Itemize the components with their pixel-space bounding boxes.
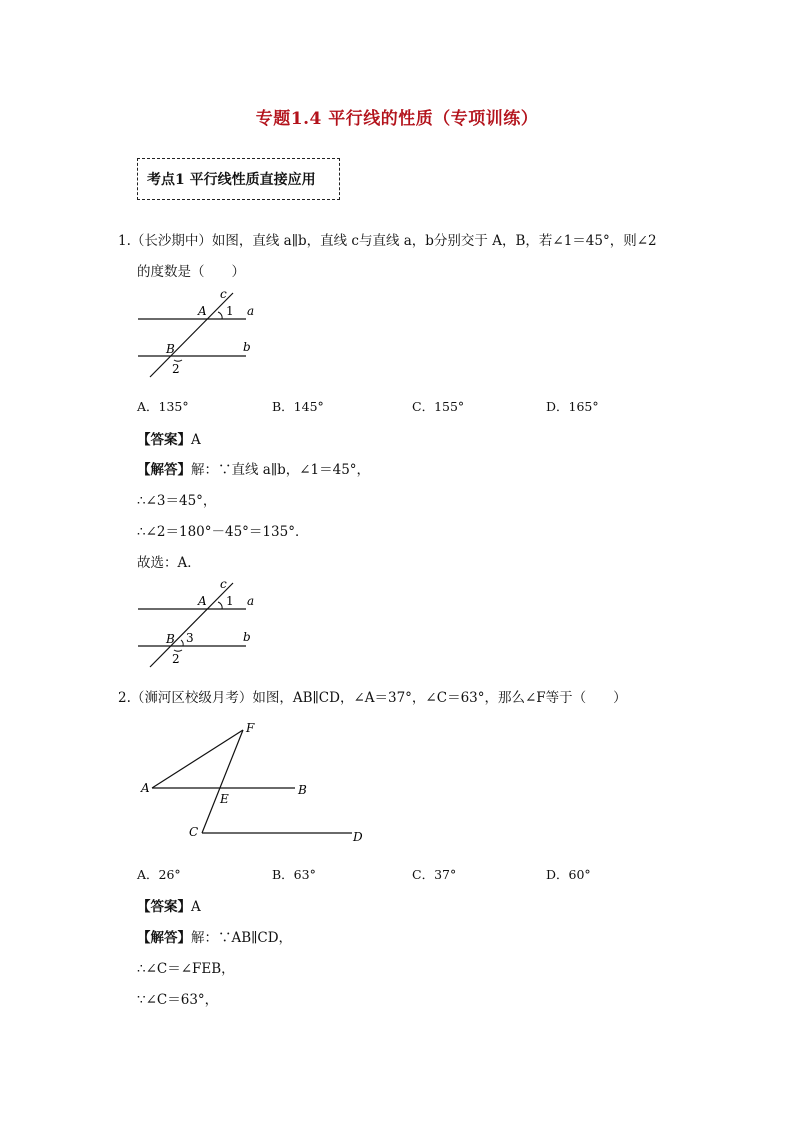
label-a: a <box>247 594 255 608</box>
label-A: A <box>198 304 207 318</box>
label-2: 2 <box>172 652 180 666</box>
q2-solution-step2: ∴∠C＝∠FEB， <box>137 961 235 977</box>
q1-solution-tag: 【解答】 <box>137 462 191 478</box>
line-c <box>150 583 233 667</box>
q2-text-line1: 2.（浉河区校级月考）如图，AB∥CD，∠A＝37°，∠C＝63°，那么∠F等于（ ） <box>118 690 627 706</box>
q1-option-a: A．135° <box>137 399 189 414</box>
q2-solution-step3: ∵∠C＝63°， <box>137 992 219 1008</box>
label-a: a <box>247 304 255 318</box>
label-A: A <box>198 594 207 608</box>
q2-option-b: B．63° <box>272 867 316 882</box>
q1-answer <box>137 428 201 448</box>
label-A: A <box>141 781 150 795</box>
q1-solution-figure <box>130 575 270 670</box>
q2-answer <box>137 895 201 915</box>
q2-figure <box>135 715 375 850</box>
q2-answer-tag: 【答案】 <box>137 899 191 915</box>
q1-solution-step1: 【解答】解：∵直线 a∥b，∠1＝45°， <box>137 462 371 478</box>
angle-1-arc <box>218 602 222 609</box>
q1-option-d: D．165° <box>546 399 599 414</box>
q1-text-line2: 的度数是（ ） <box>137 264 245 280</box>
label-F: F <box>246 721 255 735</box>
q1-answer-value: A <box>191 432 201 448</box>
q1-option-c: C．155° <box>412 399 465 414</box>
q1-text-line1: 1.（长沙期中）如图，直线 a∥b，直线 c与直线 a，b分别交于 A，B，若∠1＝45°，则∠2 <box>118 233 657 249</box>
q1-option-b: B．145° <box>272 399 324 414</box>
angle-1-arc <box>218 312 222 319</box>
label-1: 1 <box>226 594 234 608</box>
q1-solution-step2: ∴∠3＝45°， <box>137 493 217 509</box>
line-c <box>150 293 233 377</box>
label-c: c <box>220 287 227 301</box>
segment-AF <box>152 730 243 788</box>
q1-solution-step3: ∴∠2＝180°－45°＝135°． <box>137 524 309 540</box>
q2-option-c: C．37° <box>412 867 457 882</box>
section-box: 考点1 平行线性质直接应用 <box>137 158 340 200</box>
q2-answer-value: A <box>191 899 201 915</box>
label-b: b <box>243 340 251 354</box>
label-B: B <box>298 783 307 797</box>
label-2: 2 <box>172 362 180 376</box>
label-B: B <box>166 632 175 646</box>
label-b: b <box>243 630 251 644</box>
q2-option-d: D．60° <box>546 867 591 882</box>
q1-figure <box>130 285 270 380</box>
q2-solution-tag: 【解答】 <box>137 930 191 946</box>
q1-solution-step4: 故选：A． <box>137 555 201 571</box>
q2-option-a: A．26° <box>137 867 181 882</box>
line-FC <box>202 730 243 833</box>
label-1: 1 <box>226 304 234 318</box>
label-C: C <box>189 825 199 839</box>
q2-solution-step1: 【解答】解：∵AB∥CD， <box>137 930 293 946</box>
label-E: E <box>220 792 229 806</box>
label-c: c <box>220 577 227 591</box>
q1-answer-tag: 【答案】 <box>137 432 191 448</box>
page-title: 专题1.4 平行线的性质（专项训练） <box>255 109 539 129</box>
label-D: D <box>353 830 363 844</box>
label-B: B <box>166 342 175 356</box>
label-3: 3 <box>186 631 194 645</box>
angle-3-arc <box>181 640 183 646</box>
